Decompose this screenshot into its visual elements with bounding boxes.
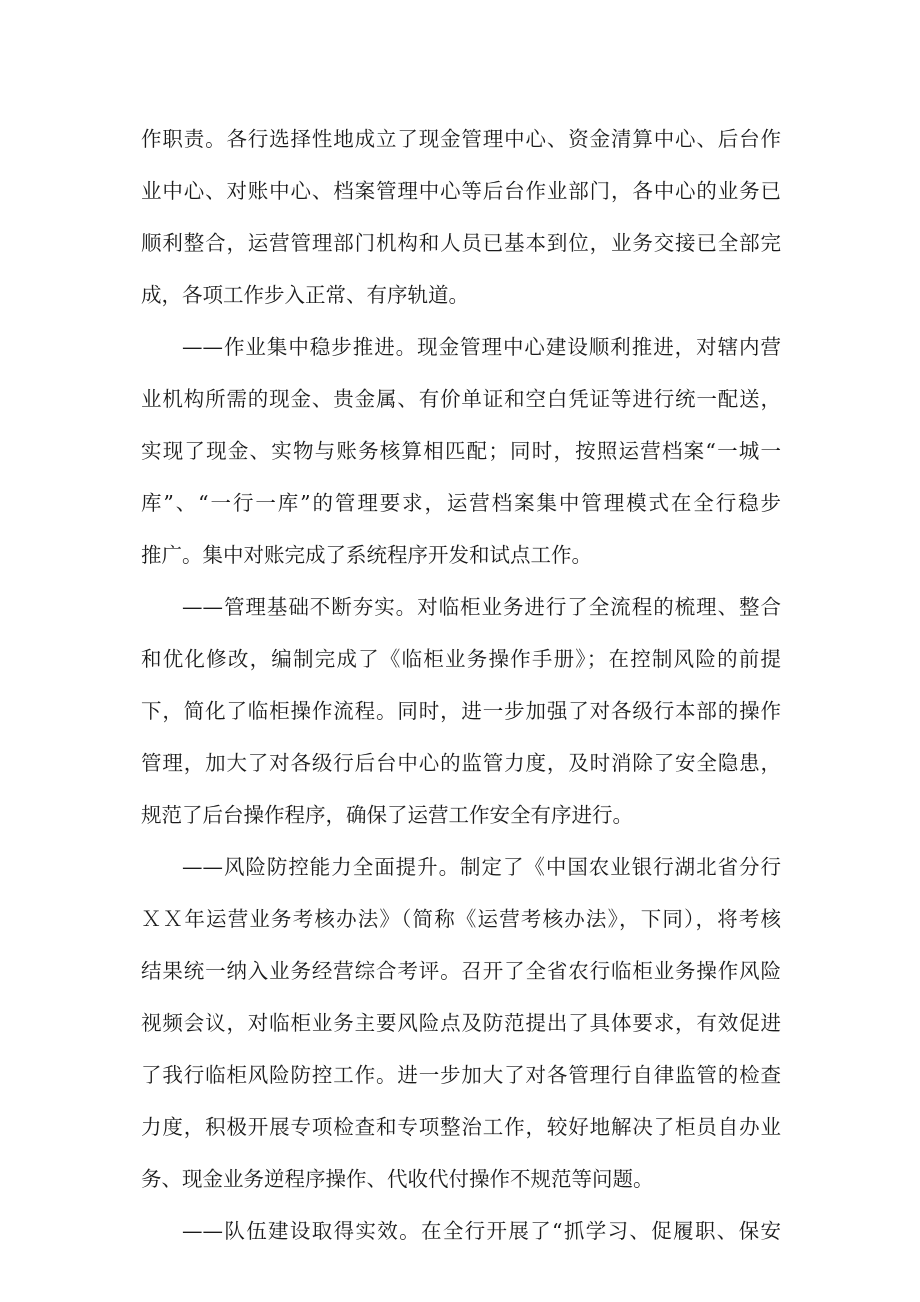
text-line: ——队伍建设取得实效。在全行开展了“抓学习、促履职、保安 bbox=[182, 1219, 781, 1243]
text-line: ——风险防控能力全面提升。制定了《中国农业银行湖北省分行 bbox=[182, 855, 781, 879]
text-line: 业机构所需的现金、贵金属、有价单证和空白凭证等进行统一配送， bbox=[141, 387, 781, 411]
text-line: 实现了现金、实物与账务核算相匹配；同时，按照运营档案“一城一 bbox=[141, 439, 781, 463]
text-line: 作职责。各行选择性地成立了现金管理中心、资金清算中心、后台作 bbox=[141, 127, 781, 151]
text-line: 视频会议，对临柜业务主要风险点及防范提出了具体要求，有效促进 bbox=[141, 1011, 781, 1035]
text-line: 了我行临柜风险防控工作。进一步加大了对各管理行自律监管的检查 bbox=[141, 1063, 781, 1087]
text-line: 库”、“一行一库”的管理要求，运营档案集中管理模式在全行稳步 bbox=[141, 491, 781, 515]
text-line: 管理，加大了对各级行后台中心的监管力度，及时消除了安全隐患， bbox=[141, 751, 781, 775]
text-line: 推广。集中对账完成了系统程序开发和试点工作。 bbox=[141, 543, 592, 567]
paragraph-risk-control bbox=[141, 841, 781, 1205]
document-body bbox=[141, 113, 781, 1257]
text-line: ——管理基础不断夯实。对临柜业务进行了全流程的梳理、整合 bbox=[182, 595, 781, 619]
paragraph-role-summary bbox=[141, 113, 781, 321]
text-line: 顺利整合，运营管理部门机构和人员已基本到位，业务交接已全部完 bbox=[141, 231, 781, 255]
text-line: 务、现金业务逆程序操作、代收代付操作不规范等问题。 bbox=[141, 1167, 654, 1191]
text-line: 成，各项工作步入正常、有序轨道。 bbox=[141, 283, 469, 307]
text-line: 业中心、对账中心、档案管理中心等后台作业部门，各中心的业务已 bbox=[141, 179, 781, 203]
text-line: 规范了后台操作程序，确保了运营工作安全有序进行。 bbox=[141, 803, 633, 827]
text-line: ——作业集中稳步推进。现金管理中心建设顺利推进，对辖内营 bbox=[182, 335, 781, 359]
paragraph-operation-centralization bbox=[141, 321, 781, 581]
text-line: 和优化修改，编制完成了《临柜业务操作手册》；在控制风险的前提 bbox=[141, 647, 781, 671]
paragraph-team-building bbox=[141, 1205, 781, 1257]
text-line: 结果统一纳入业务经营综合考评。召开了全省农行临柜业务操作风险 bbox=[141, 959, 781, 983]
paragraph-management-foundation bbox=[141, 581, 781, 841]
text-line: 下，简化了临柜操作流程。同时，进一步加强了对各级行本部的操作 bbox=[141, 699, 781, 723]
text-line: 力度，积极开展专项检查和专项整治工作，较好地解决了柜员自办业 bbox=[141, 1115, 781, 1139]
text-line: ＸＸ年运营业务考核办法》（简称《运营考核办法》，下同），将考核 bbox=[141, 907, 781, 931]
